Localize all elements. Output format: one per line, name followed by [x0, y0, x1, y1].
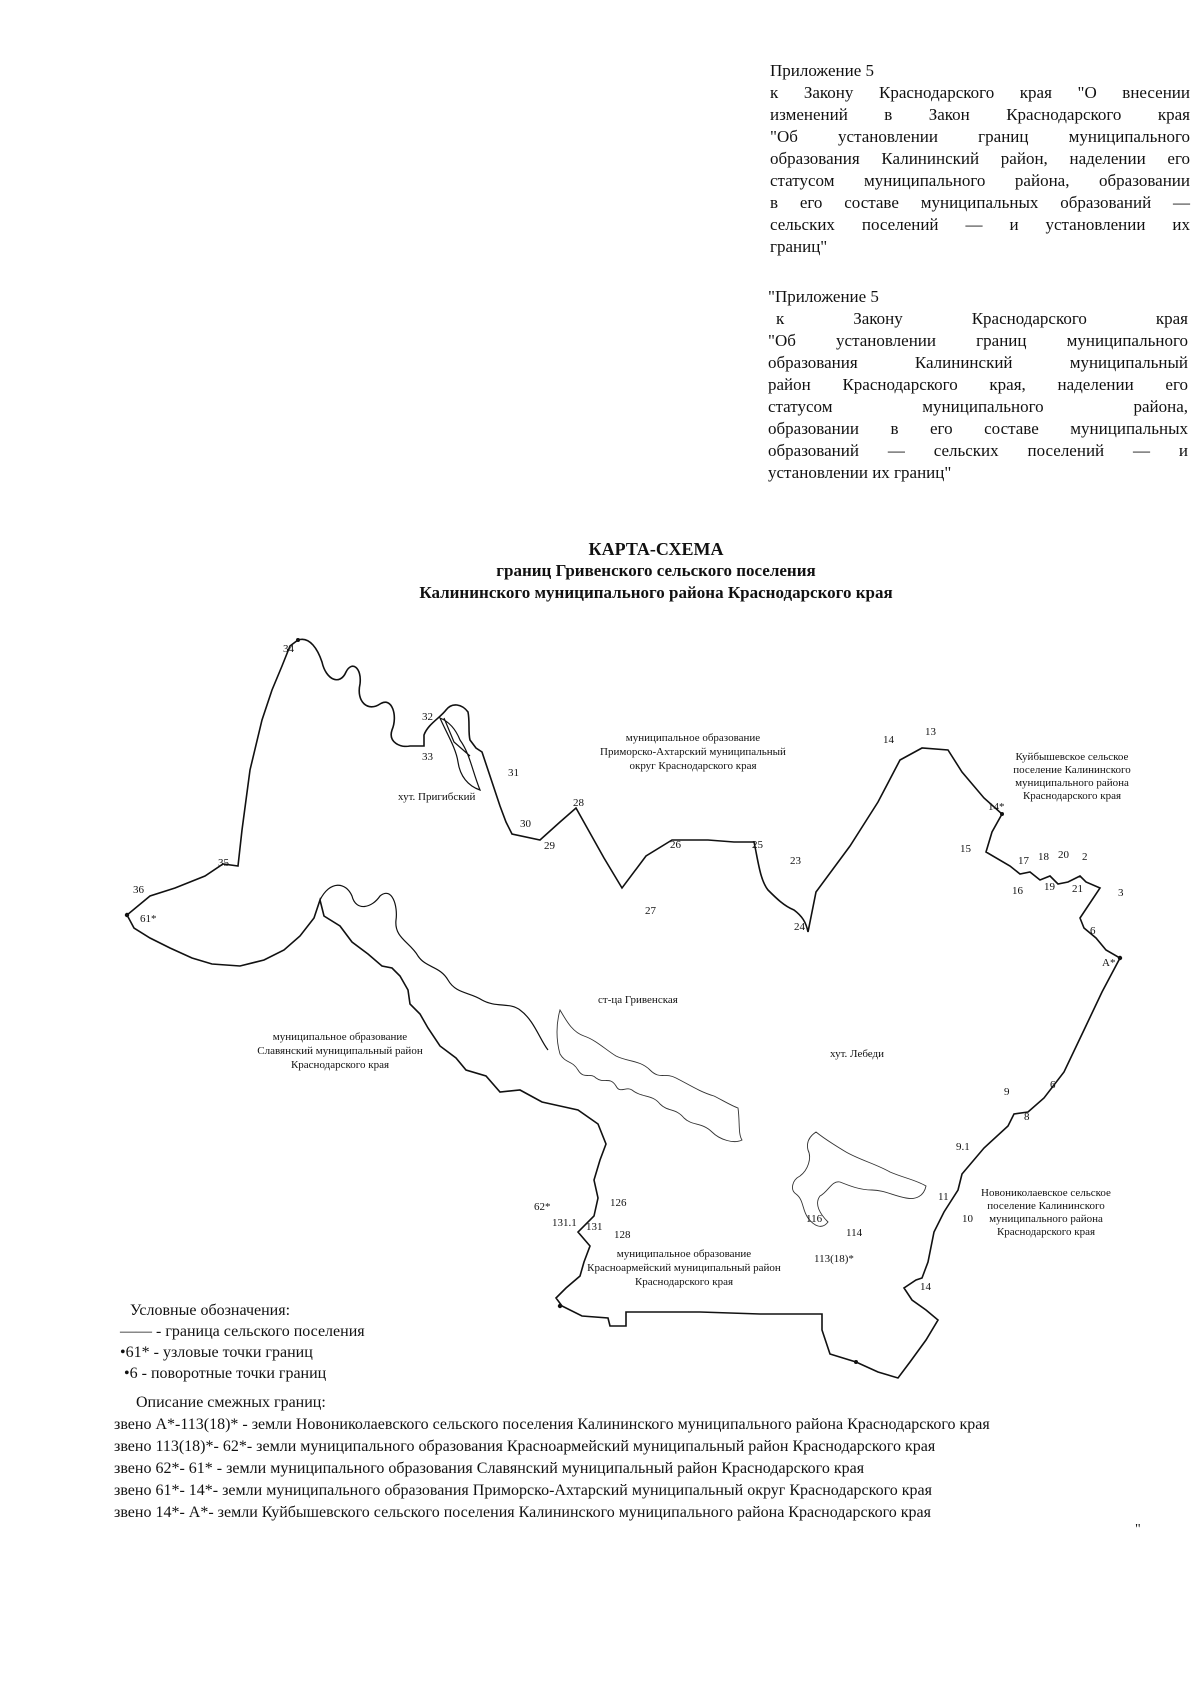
annex1-line: изменений в Закон Краснодарского края [770, 105, 1190, 124]
legend-symbol: —— [120, 1323, 152, 1340]
legend [120, 1300, 365, 1384]
neighbor-south-line: муниципальное образование [616, 1248, 752, 1260]
point-label: 113(18)* [814, 1253, 854, 1265]
neighbor-west-line: муниципальное образование [272, 1031, 408, 1043]
point-label: 14 [920, 1281, 931, 1293]
neighbor-north-line: Приморско-Ахтарский муниципальный [600, 746, 786, 758]
annex2-line: статусом муниципального района, [768, 397, 1188, 416]
point-label: 3 [1118, 887, 1124, 899]
grivenskaya-outline [557, 1010, 742, 1142]
point-label: 128 [614, 1229, 631, 1241]
settlement-prigibsky: хут. Пригибский [398, 791, 476, 803]
neighbor-north-line: округ Краснодарского края [629, 760, 757, 772]
point-label: 116 [806, 1213, 823, 1225]
point-dot [125, 913, 129, 917]
point-label: 114 [846, 1227, 863, 1239]
legend-symbol: •61* [120, 1344, 150, 1361]
neighbor-east-line: муниципального района [1015, 777, 1129, 789]
annex1-line: образования Калининский район, наделении его [770, 149, 1190, 168]
point-dot [296, 638, 300, 642]
neighbor-east-line: Куйбышевское сельское [1015, 751, 1129, 763]
neighbor-labels [257, 732, 1131, 1288]
point-label: 9 [1004, 1086, 1010, 1098]
annex1-line: в его составе муниципальных образований — [770, 193, 1190, 212]
point-label: 131 [586, 1221, 603, 1233]
annex1-line: Приложение 5 [770, 61, 874, 80]
point-label: 24 [794, 921, 805, 933]
annex2-line: установлении их границ" [768, 463, 952, 482]
neighbor-south-line: Красноармейский муниципальный район [587, 1262, 781, 1274]
point-label: 27 [645, 905, 656, 917]
annex2-line: образования Калининский муниципальный [768, 353, 1188, 372]
point-label: 61* [140, 913, 157, 925]
settlement-lebedi: хут. Лебеди [830, 1048, 885, 1060]
point-label: 28 [573, 797, 584, 809]
point-label: 2 [1082, 851, 1088, 863]
river-line [320, 885, 548, 1050]
neighbor-southeast-line: Краснодарского края [996, 1226, 1096, 1238]
point-label: 11 [938, 1191, 949, 1203]
point-label: 14 [883, 734, 894, 746]
point-label: 25 [752, 839, 763, 851]
neighbor-southeast-line: поселение Калининского [987, 1200, 1105, 1212]
point-label: 14* [988, 801, 1005, 813]
description-title: Описание смежных границ: [136, 1394, 326, 1411]
point-label: 21 [1072, 883, 1083, 895]
point-label: 29 [544, 840, 555, 852]
description-row: звено 62*- 61* - земли муниципального образования Славянский муниципальный район Краснодарского края [114, 1460, 865, 1477]
point-label: 15 [960, 843, 971, 855]
legend-text: - граница сельского поселения [156, 1323, 365, 1340]
legend-item-node-points [120, 1342, 365, 1363]
annex1-line: сельских поселений — и установлении их [770, 215, 1190, 234]
adjacent-boundaries-description [114, 1392, 990, 1524]
annex1-line: к Закону Краснодарского края "О внесении [770, 83, 1190, 102]
point-label: 32 [422, 711, 433, 723]
description-row: звено 113(18)*- 62*- земли муниципального образования Красноармейский муниципальный район Краснодарского края [114, 1438, 936, 1455]
annex1-line: статусом муниципального района, образовании [770, 171, 1190, 190]
point-dot [854, 1360, 858, 1364]
point-label: 20 [1058, 849, 1069, 861]
point-label: 34 [283, 643, 294, 655]
annex2-line: "Об установлении границ муниципального [768, 331, 1188, 350]
neighbor-east-line: Краснодарского края [1022, 790, 1122, 802]
point-label: 6 [1050, 1079, 1056, 1091]
point-label: 30 [520, 818, 531, 830]
point-label: 16 [1012, 885, 1023, 897]
point-label: 35 [218, 857, 229, 869]
legend-item-turn-points [124, 1363, 365, 1384]
point-label: 6 [1090, 925, 1096, 937]
legend-text: - поворотные точки границ [141, 1365, 327, 1382]
point-label: 62* [534, 1201, 551, 1213]
description-row: звено 14*- А*- земли Куйбышевского сельского поселения Калининского муниципального района Краснодарского края [114, 1504, 931, 1521]
neighbor-east-line: поселение Калининского [1013, 764, 1131, 776]
annex1-line: границ" [770, 237, 828, 256]
annex2-line: к Закону Краснодарского края [776, 309, 1188, 328]
annex2-line: образований — сельских поселений — и [768, 441, 1188, 460]
neighbor-southeast-line: муниципального района [989, 1213, 1103, 1225]
point-label: 10 [962, 1213, 973, 1225]
point-label: 17 [1018, 855, 1029, 867]
annex2-line: район Краснодарского края, наделении его [768, 375, 1188, 394]
point-label: 126 [610, 1197, 627, 1209]
annex1-line: "Об установлении границ муниципального [770, 127, 1190, 146]
neighbor-southeast-line: Новониколаевское сельское [981, 1187, 1111, 1199]
settlement-grivenskaya: ст-ца Гривенская [598, 994, 678, 1006]
settlement-labels [398, 791, 884, 1060]
map-subtitle-1: границ Гривенского сельского поселения [496, 561, 816, 580]
point-label: A* [1102, 957, 1116, 969]
point-dot [558, 1304, 562, 1308]
description-row: звено 61*- 14*- земли муниципального образования Приморско-Ахтарский муниципальный округ Краснодарского края [114, 1482, 932, 1499]
point-label: 23 [790, 855, 801, 867]
point-label: 131.1 [552, 1217, 577, 1229]
point-label: 13 [925, 726, 936, 738]
neighbor-north-line: муниципальное образование [625, 732, 761, 744]
point-label: 8 [1024, 1111, 1030, 1123]
neighbor-west-line: Славянский муниципальный район [257, 1045, 423, 1057]
legend-item-boundary [120, 1321, 365, 1342]
closing-quote: " [1135, 1522, 1141, 1537]
description-row: звено А*-113(18)* - земли Новониколаевского сельского поселения Калининского муниципального района Краснодарского края [114, 1416, 990, 1433]
point-label: 18 [1038, 851, 1049, 863]
annex2-line: образовании в его составе муниципальных [768, 419, 1188, 438]
map-subtitle-2: Калининского муниципального района Краснодарского края [419, 583, 893, 602]
map-title: КАРТА-СХЕМА [588, 539, 724, 559]
neighbor-west-line: Краснодарского края [290, 1059, 390, 1071]
point-label: 31 [508, 767, 519, 779]
point-dot [1118, 956, 1122, 960]
prigibsky-outline [440, 718, 480, 790]
point-label: 33 [422, 751, 433, 763]
legend-symbol: •6 [124, 1365, 138, 1382]
point-label: 19 [1044, 881, 1055, 893]
point-label: 36 [133, 884, 144, 896]
point-label: 9.1 [956, 1141, 970, 1153]
annex2-line: "Приложение 5 [768, 287, 879, 306]
neighbor-south-line: Краснодарского края [634, 1276, 734, 1288]
point-label: 26 [670, 839, 681, 851]
legend-title: Условные обозначения: [130, 1302, 291, 1319]
legend-text: - узловые точки границ [153, 1344, 313, 1361]
